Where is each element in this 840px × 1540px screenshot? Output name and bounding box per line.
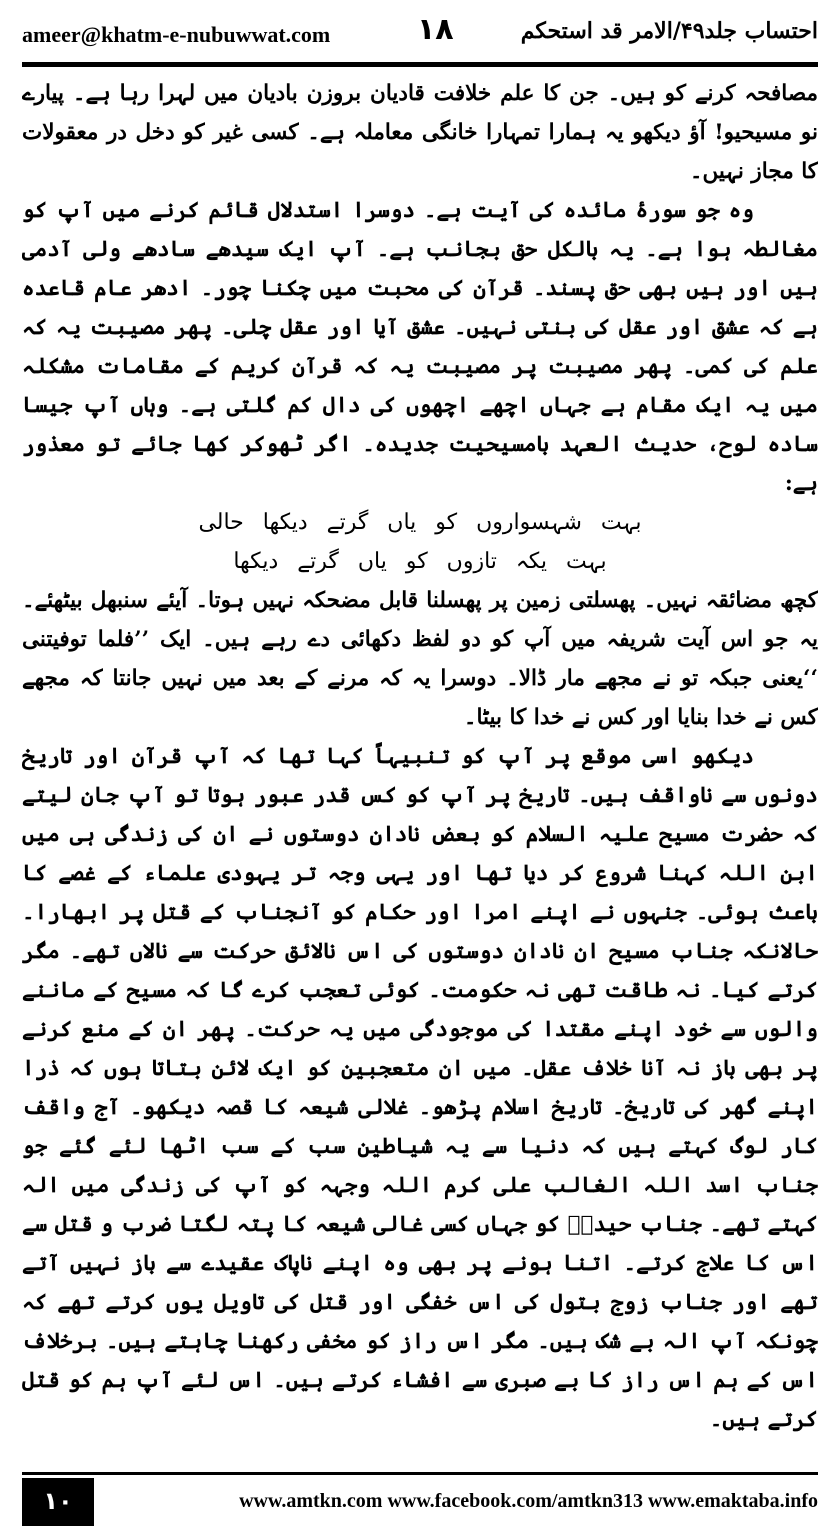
page-body: [22, 74, 818, 1464]
footer-rule: [22, 1472, 818, 1475]
page-header: [22, 12, 818, 52]
paragraph-3: کچھ مضائقہ نہیں۔ پھسلتی زمین پر پھسلنا قابل مضحکہ نہیں ہوتا۔ آیئے سنبھل بیٹھئے۔ یہ جو اس آیت شریفہ میں آپ کو دو لفظ دکھائی دے رہے ہیں۔ ایک ’’فلما توفیتنی ‘‘یعنی جبکہ تو نے مجھے مار ڈالا۔ دوسرا یہ کہ مرنے کے بعد میں نہیں جانتا کہ مجھے کس نے خدا بنایا اور کس نے خدا کا بیٹا۔: [22, 588, 818, 730]
header-page-number: ۱۸: [417, 12, 454, 47]
verse-line-2: بہت یکہ تازوں کو یاں گرتے دیکھا: [233, 549, 607, 574]
footer-page-number: ۱۰: [22, 1478, 94, 1526]
verse-line-1: بہت شہسواروں کو یاں گرتے دیکھا حالی: [198, 510, 642, 535]
header-title: احتساب جلد۴۹/الامر قد استحکم: [520, 18, 818, 44]
paragraph-1: مصافحہ کرنے کو ہیں۔ جن کا علم خلافت قادیان بروزن بادیان میں لہرا رہا ہے۔ پیارے نو مسیحیو! آؤ دیکھو یہ ہمارا تمہارا خانگی معاملہ ہے۔ کسی غیر کو دخل در معقولات کا مجاز نہیں۔: [22, 81, 818, 184]
page-footer: [22, 1478, 818, 1526]
header-email: ameer@khatm-e-nubuwwat.com: [22, 22, 331, 47]
footer-urls: www.amtkn.com www.facebook.com/amtkn313 www.emaktaba.info: [239, 1490, 818, 1512]
paragraph-2: وہ جو سورۂ مائدہ کی آیت ہے۔ دوسرا استدلال قائم کرنے میں آپ کو مغالطہ ہوا ہے۔ یہ بالکل حق بجانب ہے۔ آپ ایک سیدھے سادھے ولی آدمی ہیں اور ہیں بھی حق پسند۔ قرآن کی محبت میں چکنا چور۔ ادھر عام قاعدہ ہے کہ عشق اور عقل کی بنتی نہیں۔ عشق آیا اور عقل چلی۔ پھر مصیبت یہ کہ علم کی کمی۔ پھر مصیبت پر مصیبت یہ کہ قرآن کریم کے مقامات مشکلہ میں یہ ایک مقام ہے جہاں اچھے اچھوں کی دال کم گلتی ہے۔ وہاں آپ جیسا سادہ لوح، حدیث العہد بامسیحیت جدیدہ۔ اگر ٹھوکر کھا جائے تو معذور ہے:: [22, 198, 818, 496]
paragraph-4: دیکھو اسی موقع پر آپ کو تنبیہاً کہا تھا کہ آپ قرآن اور تاریخ دونوں سے ناواقف ہیں۔ تاریخ پر آپ کو کس قدر عبور ہوتا تو آپ جان لیتے کہ حضرت مسیح علیہ السلام کو بعض نادان دوستوں نے ان کی زندگی ہی میں ابن اللہ کہنا شروع کر دیا تھا اور یہی وجہ تر یہودی علماء کے غصے کا باعث ہوئی۔ جنہوں نے اپنے امرا اور حکام کو آنجناب کے قتل پر ابھارا۔ حالانکہ جناب مسیح ان نادان دوستوں کی اس نالائق حرکت سے نالاں تھے۔ مگر کرتے کیا۔ نہ طاقت تھی نہ حکومت۔ کوئی تعجب کرے گا کہ مسیح کے ماننے والوں سے خود اپنے مقتدا کی موجودگی میں یہ حرکت۔ پھر ان کے منع کرنے پر بھی باز نہ آنا خلاف عقل۔ میں ان متعجبین کو ایک لائن بتاتا ہوں کہ ذرا اپنے گھر کی تاریخ۔ تاریخ اسلام پڑھو۔ غلالی شیعہ کا قصہ دیکھو۔ آج واقف کار لوگ کہتے ہیں کہ دنیا سے یہ شیاطین سب کے سب اٹھا لئے گئے جو جناب اسد اللہ الغالب علی کرم اللہ وجہہ کو آپ کی زندگی میں الہ کہتے تھے۔ جناب حیدرؓ کو جہاں کسی غالی شیعہ کا پتہ لگتا ضرب و قتل سے اس کا علاج کرتے۔ اتنا ہونے پر بھی وہ اپنے ناپاک عقیدے سے باز نہیں آتے تھے اور جناب زوج بتول کی اس خفگی اور قتل کی تاویل یوں کرتے تھے کہ چونکہ آپ الہ بے شک ہیں۔ مگر اس راز کو مخفی رکھنا چاہتے ہیں۔ برخلاف اس کے ہم اس راز کا بے صبری سے افشاء کرتے ہیں۔ اس لئے آپ ہم کو قتل کرتے ہیں۔: [22, 744, 818, 1432]
header-rule: [22, 62, 818, 67]
